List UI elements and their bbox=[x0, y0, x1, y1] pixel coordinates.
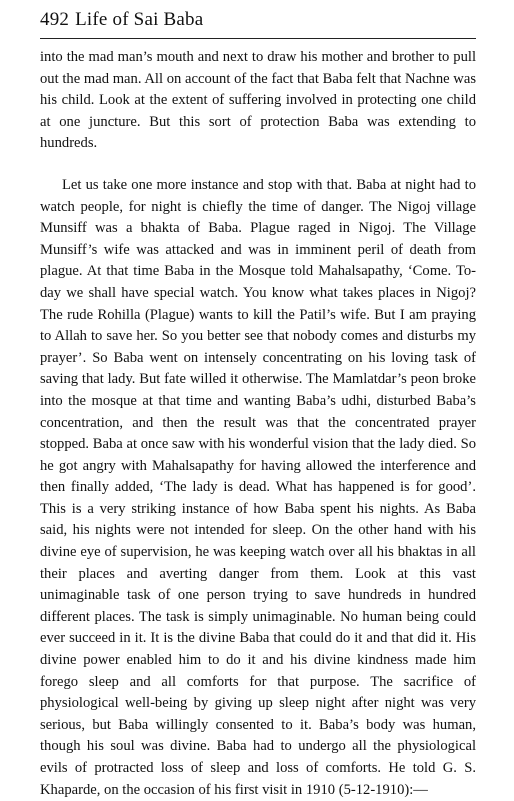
paragraph-gap bbox=[40, 155, 476, 175]
paragraph-continuation: into the mad man’s mouth and next to draw his mother and brother to pull out the mad man. All on account of the fact that Baba felt that Nachne was his child. Look at the extent of suffering involved in protecting one child at one juncture. But this sort of protection Baba was extending to hundreds. bbox=[40, 49, 476, 152]
running-title: Life of Sai Baba bbox=[75, 9, 204, 30]
page-header bbox=[40, 8, 476, 32]
paragraph-nigoj-instance: Let us take one more instance and stop with that. Baba at night had to watch people, for night is chiefly the time of danger. The Nigoj village Munsiff was a bhakta of Baba. Plague raged in Nigoj. The Village Munsiff’s wife was attacked and was in imminent peril of death from plague. At that time Baba in the Mosque told Mahalsapathy, ‘Come. To-day we shall have special watch. You know what takes places in Nigoj? The rude Rohilla (Plague) wants to kill the Patil’s wife. But I am praying to Allah to save her. So you better see that nobody comes and disturbs my prayer’. So Baba went on intensely concentrating on his loving task of saving that lady. But fate willed it otherwise. The Mamlatdar’s peon broke into the mosque at that time and wanting Baba’s udhi, disturbed Baba’s concentration, and then the result was that the concentrated prayer stopped. Baba at once saw with his wonderful vision that the lady died. So he got angry with Mahalsapathy for having allowed the interference and then finally added, ‘The lady is dead. What has happened is for good’. This is a very striking instance of how Baba spent his nights. As Baba said, his nights were not intended for sleep. On the other hand with his divine eye of supervision, he was keeping watch over all his bhaktas in all their places and averting danger from them. Look at this vast unimaginable task of one person trying to save hundreds in hundred different places. The task is simply unimaginable. No human being could ever succeed in it. It is the divine Baba that could do it and that did it. His divine power enabled him to do it and his divine kindness made him forego sleep and all comforts for that purpose. The sacrifice of physiological well-being by giving up sleep night after night was very serious, but Baba willingly consented to it. Baba’s body was human, though his soul was divine. Baba had to undergo all the physiological evils of protracted loss of sleep and loss of comforts. He told G. S. Khaparde, on the occasion of his first visit in 1910 (5-12-1910):— bbox=[40, 176, 476, 798]
header-rule bbox=[40, 38, 476, 39]
page-number: 492 bbox=[40, 9, 70, 30]
